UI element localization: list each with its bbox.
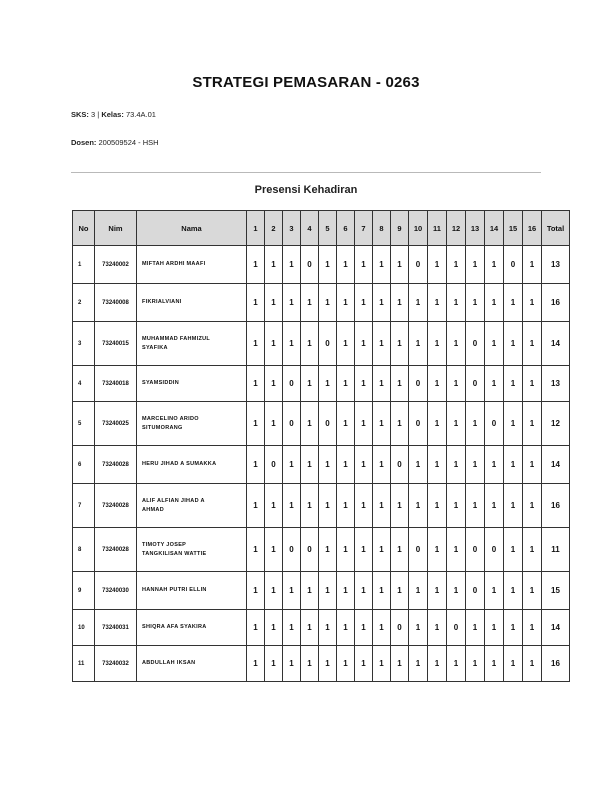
attendance-cell: 0 — [301, 528, 319, 572]
attendance-cell: 1 — [301, 572, 319, 610]
attendance-total: 12 — [542, 402, 570, 446]
attendance-cell: 1 — [373, 646, 391, 682]
sks-label: SKS: — [71, 110, 89, 119]
attendance-total: 14 — [542, 322, 570, 366]
attendance-cell: 1 — [428, 402, 447, 446]
attendance-cell: 1 — [409, 446, 428, 484]
attendance-cell: 1 — [466, 646, 485, 682]
attendance-cell: 1 — [391, 402, 409, 446]
attendance-cell: 1 — [447, 402, 466, 446]
attendance-cell: 0 — [391, 610, 409, 646]
attendance-cell: 1 — [319, 446, 337, 484]
attendance-cell: 1 — [391, 246, 409, 284]
attendance-cell: 1 — [504, 610, 523, 646]
attendance-cell: 1 — [373, 246, 391, 284]
attendance-cell: 1 — [301, 484, 319, 528]
row-number: 2 — [73, 284, 95, 322]
column-header: 4 — [301, 211, 319, 246]
table-row — [73, 610, 570, 646]
dosen-label: Dosen: — [71, 138, 97, 147]
column-header: Total — [542, 211, 570, 246]
attendance-cell: 1 — [247, 528, 265, 572]
attendance-cell: 1 — [337, 646, 355, 682]
attendance-cell: 1 — [265, 402, 283, 446]
kelas-label: Kelas: — [101, 110, 124, 119]
attendance-cell: 1 — [428, 528, 447, 572]
attendance-cell: 1 — [247, 322, 265, 366]
row-number: 9 — [73, 572, 95, 610]
student-name — [137, 446, 247, 484]
attendance-cell: 1 — [337, 572, 355, 610]
attendance-cell: 1 — [447, 246, 466, 284]
student-name — [137, 484, 247, 528]
attendance-cell: 1 — [301, 284, 319, 322]
table-row — [73, 322, 570, 366]
column-header: Nama — [137, 211, 247, 246]
attendance-cell: 1 — [319, 284, 337, 322]
student-name — [137, 402, 247, 446]
attendance-cell: 1 — [485, 446, 504, 484]
attendance-cell: 1 — [504, 284, 523, 322]
column-header: No — [73, 211, 95, 246]
student-name-line: MIFTAH ARDHI MAAFI — [142, 261, 206, 267]
attendance-cell: 1 — [355, 528, 373, 572]
attendance-cell: 1 — [523, 366, 542, 402]
student-name — [137, 322, 247, 366]
attendance-table — [72, 210, 570, 682]
attendance-cell: 1 — [504, 402, 523, 446]
attendance-cell: 1 — [355, 284, 373, 322]
attendance-cell: 1 — [319, 528, 337, 572]
student-name-line: HERU JIHAD A SUMAKKA — [142, 461, 217, 467]
attendance-cell: 1 — [485, 284, 504, 322]
attendance-cell: 1 — [301, 366, 319, 402]
attendance-cell: 1 — [247, 610, 265, 646]
attendance-cell: 0 — [283, 402, 301, 446]
row-number: 8 — [73, 528, 95, 572]
attendance-cell: 1 — [319, 610, 337, 646]
attendance-cell: 1 — [301, 446, 319, 484]
attendance-cell: 1 — [466, 402, 485, 446]
attendance-cell: 1 — [428, 484, 447, 528]
attendance-cell: 1 — [523, 246, 542, 284]
student-nim: 73240008 — [95, 284, 137, 322]
attendance-cell: 0 — [466, 366, 485, 402]
attendance-cell: 1 — [391, 572, 409, 610]
attendance-cell: 1 — [265, 646, 283, 682]
attendance-cell: 1 — [337, 446, 355, 484]
attendance-cell: 1 — [485, 484, 504, 528]
kelas-value: 73.4A.01 — [125, 110, 156, 119]
attendance-cell: 0 — [283, 528, 301, 572]
table-row — [73, 402, 570, 446]
course-info-line — [71, 110, 156, 119]
attendance-cell: 1 — [504, 484, 523, 528]
table-row — [73, 366, 570, 402]
column-header: 9 — [391, 211, 409, 246]
page-title: STRATEGI PEMASARAN - 0263 — [192, 74, 420, 91]
attendance-cell: 0 — [504, 246, 523, 284]
attendance-cell: 1 — [337, 246, 355, 284]
student-name — [137, 646, 247, 682]
attendance-cell: 1 — [428, 610, 447, 646]
student-name — [137, 284, 247, 322]
student-name-line: ABDULLAH IKSAN — [142, 660, 196, 666]
attendance-cell: 1 — [523, 446, 542, 484]
attendance-cell: 1 — [283, 322, 301, 366]
attendance-cell: 1 — [504, 528, 523, 572]
attendance-cell: 1 — [391, 646, 409, 682]
student-name — [137, 246, 247, 284]
attendance-cell: 1 — [283, 572, 301, 610]
attendance-cell: 1 — [523, 402, 542, 446]
attendance-cell: 0 — [283, 366, 301, 402]
attendance-cell: 1 — [409, 322, 428, 366]
student-nim: 73240028 — [95, 446, 137, 484]
attendance-cell: 1 — [247, 284, 265, 322]
table-body — [73, 246, 570, 682]
attendance-cell: 1 — [355, 446, 373, 484]
table-row — [73, 572, 570, 610]
divider — [71, 172, 541, 173]
attendance-cell: 1 — [301, 402, 319, 446]
attendance-cell: 1 — [409, 284, 428, 322]
attendance-cell: 1 — [485, 322, 504, 366]
attendance-cell: 1 — [247, 246, 265, 284]
attendance-cell: 1 — [319, 246, 337, 284]
attendance-cell: 1 — [447, 484, 466, 528]
attendance-cell: 1 — [319, 646, 337, 682]
student-name — [137, 366, 247, 402]
attendance-cell: 1 — [247, 646, 265, 682]
student-nim: 73240031 — [95, 610, 137, 646]
attendance-cell: 1 — [283, 284, 301, 322]
column-header: Nim — [95, 211, 137, 246]
row-number: 10 — [73, 610, 95, 646]
attendance-total: 13 — [542, 366, 570, 402]
attendance-cell: 1 — [319, 572, 337, 610]
attendance-cell: 1 — [337, 610, 355, 646]
attendance-cell: 1 — [247, 366, 265, 402]
student-nim: 73240032 — [95, 646, 137, 682]
row-number: 1 — [73, 246, 95, 284]
attendance-cell: 0 — [319, 402, 337, 446]
attendance-cell: 1 — [447, 366, 466, 402]
attendance-cell: 0 — [485, 528, 504, 572]
attendance-cell: 1 — [447, 322, 466, 366]
attendance-cell: 1 — [247, 484, 265, 528]
attendance-cell: 1 — [523, 528, 542, 572]
attendance-cell: 1 — [373, 366, 391, 402]
column-header: 11 — [428, 211, 447, 246]
attendance-cell: 1 — [447, 284, 466, 322]
attendance-total: 13 — [542, 246, 570, 284]
attendance-cell: 1 — [391, 322, 409, 366]
attendance-cell: 0 — [409, 366, 428, 402]
attendance-cell: 1 — [265, 610, 283, 646]
attendance-cell: 1 — [265, 528, 283, 572]
attendance-cell: 1 — [265, 572, 283, 610]
attendance-cell: 1 — [265, 246, 283, 284]
attendance-cell: 0 — [301, 246, 319, 284]
attendance-cell: 1 — [485, 646, 504, 682]
attendance-cell: 1 — [337, 322, 355, 366]
attendance-cell: 1 — [409, 646, 428, 682]
attendance-cell: 1 — [373, 610, 391, 646]
column-header: 14 — [485, 211, 504, 246]
student-name-line: SHIQRA AFA SYAKIRA — [142, 624, 207, 630]
column-header: 10 — [409, 211, 428, 246]
attendance-cell: 1 — [265, 366, 283, 402]
table-row — [73, 484, 570, 528]
attendance-cell: 1 — [485, 572, 504, 610]
student-name-line: MUHAMMAD FAHMIZUL — [142, 335, 211, 342]
student-nim: 73240025 — [95, 402, 137, 446]
row-number: 11 — [73, 646, 95, 682]
attendance-cell: 1 — [373, 572, 391, 610]
attendance-total: 16 — [542, 284, 570, 322]
attendance-cell: 1 — [466, 610, 485, 646]
student-name-line: ALIF ALFIAN JIHAD A — [142, 497, 205, 504]
attendance-total: 16 — [542, 484, 570, 528]
table-row — [73, 646, 570, 682]
attendance-cell: 1 — [355, 484, 373, 528]
column-header: 12 — [447, 211, 466, 246]
info-separator: | — [97, 110, 100, 119]
student-name — [137, 610, 247, 646]
attendance-cell: 1 — [301, 646, 319, 682]
column-header: 5 — [319, 211, 337, 246]
attendance-cell: 0 — [485, 402, 504, 446]
attendance-total: 16 — [542, 646, 570, 682]
attendance-total: 15 — [542, 572, 570, 610]
attendance-cell: 1 — [355, 246, 373, 284]
student-name-line: TIMOTY JOSEP — [142, 541, 187, 548]
row-number: 4 — [73, 366, 95, 402]
student-name-line: SYAMSIDDIN — [142, 380, 180, 386]
attendance-cell: 1 — [523, 610, 542, 646]
attendance-cell: 1 — [447, 572, 466, 610]
attendance-cell: 1 — [265, 322, 283, 366]
row-number: 5 — [73, 402, 95, 446]
attendance-cell: 1 — [428, 322, 447, 366]
attendance-cell: 0 — [466, 572, 485, 610]
row-number: 3 — [73, 322, 95, 366]
attendance-cell: 1 — [283, 246, 301, 284]
attendance-cell: 1 — [355, 610, 373, 646]
attendance-cell: 1 — [523, 572, 542, 610]
attendance-cell: 1 — [355, 572, 373, 610]
attendance-cell: 1 — [373, 528, 391, 572]
attendance-cell: 1 — [391, 284, 409, 322]
table-row — [73, 528, 570, 572]
attendance-cell: 0 — [466, 322, 485, 366]
attendance-cell: 0 — [447, 610, 466, 646]
attendance-cell: 1 — [428, 572, 447, 610]
table-row — [73, 284, 570, 322]
column-header: 1 — [247, 211, 265, 246]
table-header-row — [73, 211, 570, 246]
attendance-total: 14 — [542, 610, 570, 646]
attendance-cell: 1 — [337, 284, 355, 322]
attendance-cell: 1 — [337, 402, 355, 446]
attendance-cell: 1 — [373, 284, 391, 322]
attendance-cell: 1 — [485, 610, 504, 646]
attendance-cell: 1 — [319, 484, 337, 528]
sks-value: 3 — [91, 110, 96, 119]
attendance-cell: 1 — [391, 366, 409, 402]
student-name-line: AHMAD — [142, 506, 164, 513]
attendance-cell: 1 — [319, 366, 337, 402]
attendance-cell: 1 — [283, 646, 301, 682]
student-name — [137, 528, 247, 572]
attendance-cell: 1 — [428, 366, 447, 402]
attendance-cell: 1 — [466, 484, 485, 528]
attendance-cell: 1 — [247, 572, 265, 610]
attendance-cell: 1 — [409, 572, 428, 610]
column-header: 3 — [283, 211, 301, 246]
student-nim: 73240015 — [95, 322, 137, 366]
attendance-cell: 1 — [428, 446, 447, 484]
attendance-cell: 1 — [355, 646, 373, 682]
student-nim: 73240028 — [95, 528, 137, 572]
attendance-cell: 1 — [373, 402, 391, 446]
attendance-cell: 1 — [373, 322, 391, 366]
attendance-cell: 1 — [485, 246, 504, 284]
attendance-total: 14 — [542, 446, 570, 484]
attendance-cell: 1 — [504, 646, 523, 682]
attendance-cell: 1 — [247, 402, 265, 446]
section-title: Presensi Kehadiran — [254, 184, 358, 196]
column-header: 7 — [355, 211, 373, 246]
column-header: 13 — [466, 211, 485, 246]
student-name — [137, 572, 247, 610]
attendance-cell: 1 — [466, 246, 485, 284]
attendance-cell: 1 — [409, 610, 428, 646]
student-nim: 73240028 — [95, 484, 137, 528]
attendance-cell: 1 — [409, 484, 428, 528]
attendance-total: 11 — [542, 528, 570, 572]
student-name-line: MARCELINO ARIDO — [142, 415, 199, 422]
attendance-cell: 1 — [466, 284, 485, 322]
attendance-cell: 1 — [447, 528, 466, 572]
attendance-cell: 0 — [391, 446, 409, 484]
column-header: 6 — [337, 211, 355, 246]
dosen-value: 200509524 - HSH — [98, 138, 159, 147]
attendance-cell: 1 — [504, 446, 523, 484]
attendance-cell: 0 — [409, 246, 428, 284]
attendance-cell: 1 — [283, 484, 301, 528]
lecturer-info-line — [71, 138, 159, 147]
column-header: 8 — [373, 211, 391, 246]
attendance-cell: 1 — [447, 646, 466, 682]
attendance-cell: 1 — [355, 366, 373, 402]
attendance-cell: 0 — [265, 446, 283, 484]
attendance-cell: 1 — [504, 322, 523, 366]
student-name-line: SITUMORANG — [142, 424, 183, 431]
attendance-cell: 1 — [523, 484, 542, 528]
attendance-cell: 1 — [301, 322, 319, 366]
attendance-cell: 0 — [409, 402, 428, 446]
column-header: 15 — [504, 211, 523, 246]
attendance-cell: 1 — [337, 528, 355, 572]
attendance-cell: 1 — [523, 646, 542, 682]
attendance-cell: 1 — [428, 246, 447, 284]
student-name-line: TANGKILISAN WATTIE — [142, 550, 207, 557]
attendance-cell: 0 — [466, 528, 485, 572]
attendance-cell: 1 — [428, 284, 447, 322]
student-name-line: FIKRIALVIANI — [142, 299, 182, 305]
attendance-cell: 1 — [391, 484, 409, 528]
column-header: 16 — [523, 211, 542, 246]
attendance-cell: 1 — [355, 322, 373, 366]
table-row — [73, 246, 570, 284]
attendance-cell: 1 — [428, 646, 447, 682]
attendance-cell: 1 — [523, 322, 542, 366]
student-nim: 73240002 — [95, 246, 137, 284]
attendance-cell: 1 — [504, 572, 523, 610]
attendance-cell: 0 — [319, 322, 337, 366]
student-nim: 73240018 — [95, 366, 137, 402]
attendance-cell: 1 — [391, 528, 409, 572]
student-nim: 73240030 — [95, 572, 137, 610]
attendance-cell: 1 — [504, 366, 523, 402]
attendance-cell: 1 — [283, 446, 301, 484]
attendance-cell: 1 — [373, 446, 391, 484]
attendance-cell: 1 — [355, 402, 373, 446]
attendance-cell: 1 — [283, 610, 301, 646]
attendance-cell: 1 — [485, 366, 504, 402]
attendance-cell: 1 — [301, 610, 319, 646]
student-name-line: HANNAH PUTRI ELLIN — [142, 587, 207, 593]
attendance-cell: 1 — [373, 484, 391, 528]
attendance-cell: 1 — [265, 284, 283, 322]
attendance-cell: 1 — [447, 446, 466, 484]
attendance-cell: 0 — [409, 528, 428, 572]
attendance-cell: 1 — [466, 446, 485, 484]
student-name-line: SYAFIKA — [142, 344, 168, 351]
table-row — [73, 446, 570, 484]
attendance-cell: 1 — [265, 484, 283, 528]
attendance-cell: 1 — [523, 284, 542, 322]
row-number: 6 — [73, 446, 95, 484]
attendance-cell: 1 — [337, 366, 355, 402]
row-number: 7 — [73, 484, 95, 528]
attendance-cell: 1 — [337, 484, 355, 528]
attendance-cell: 1 — [247, 446, 265, 484]
column-header: 2 — [265, 211, 283, 246]
